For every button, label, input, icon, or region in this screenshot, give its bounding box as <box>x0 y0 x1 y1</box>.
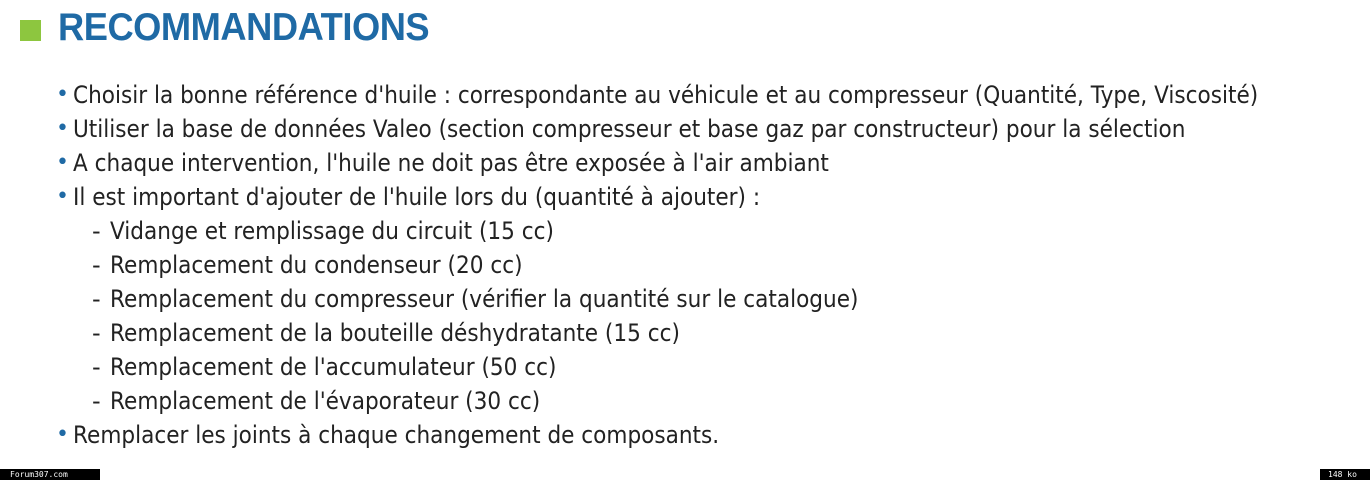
sub-list-item <box>56 350 1366 384</box>
sub-list-item <box>56 316 1366 350</box>
dash-icon: - <box>92 251 101 279</box>
bullet-icon: • <box>56 422 69 447</box>
bullet-icon: • <box>56 116 69 141</box>
bullet-icon: • <box>56 184 69 209</box>
list-item-text: Choisir la bonne référence d'huile : correspondante au véhicule et au compresseur (Quantité, Type, Viscosité) <box>73 81 1259 109</box>
recommendations-list <box>56 78 1366 452</box>
page-title: RECOMMANDATIONS <box>58 6 430 49</box>
sub-list-item-text: Remplacement de l'évaporateur (30 cc) <box>110 387 541 415</box>
dash-icon: - <box>92 217 101 245</box>
dash-icon: - <box>92 285 101 313</box>
list-item-text: Il est important d'ajouter de l'huile lors du (quantité à ajouter) : <box>73 183 761 211</box>
sub-list-item-text: Remplacement de l'accumulateur (50 cc) <box>110 353 557 381</box>
sub-list-item-text: Remplacement du compresseur (vérifier la quantité sur le catalogue) <box>110 285 859 313</box>
list-item <box>56 112 1366 146</box>
sub-list-item-text: Remplacement de la bouteille déshydratante (15 cc) <box>110 319 680 347</box>
list-item-text: Remplacer les joints à chaque changement de composants. <box>73 421 720 449</box>
dash-icon: - <box>92 319 101 347</box>
bullet-icon: • <box>56 150 69 175</box>
dash-icon: - <box>92 387 101 415</box>
list-item <box>56 180 1366 214</box>
title-marker-square <box>20 20 41 41</box>
header <box>20 4 457 52</box>
sub-list-item-text: Remplacement du condenseur (20 cc) <box>110 251 523 279</box>
bullet-icon: • <box>56 82 69 107</box>
list-item <box>56 418 1366 452</box>
list-item <box>56 146 1366 180</box>
sub-list-item <box>56 248 1366 282</box>
list-item-text: Utiliser la base de données Valeo (section compresseur et base gaz par constructeur) pour la sélection <box>73 115 1186 143</box>
dash-icon: - <box>92 353 101 381</box>
sub-list-item-text: Vidange et remplissage du circuit (15 cc) <box>110 217 554 245</box>
footer-source-label: Forum307.com <box>0 469 100 480</box>
list-item <box>56 78 1366 112</box>
sub-list-item <box>56 282 1366 316</box>
sub-list-item <box>56 384 1366 418</box>
footer-size-label: 148 ko <box>1320 469 1370 480</box>
sub-list-item <box>56 214 1366 248</box>
list-item-text: A chaque intervention, l'huile ne doit pas être exposée à l'air ambiant <box>73 149 829 177</box>
